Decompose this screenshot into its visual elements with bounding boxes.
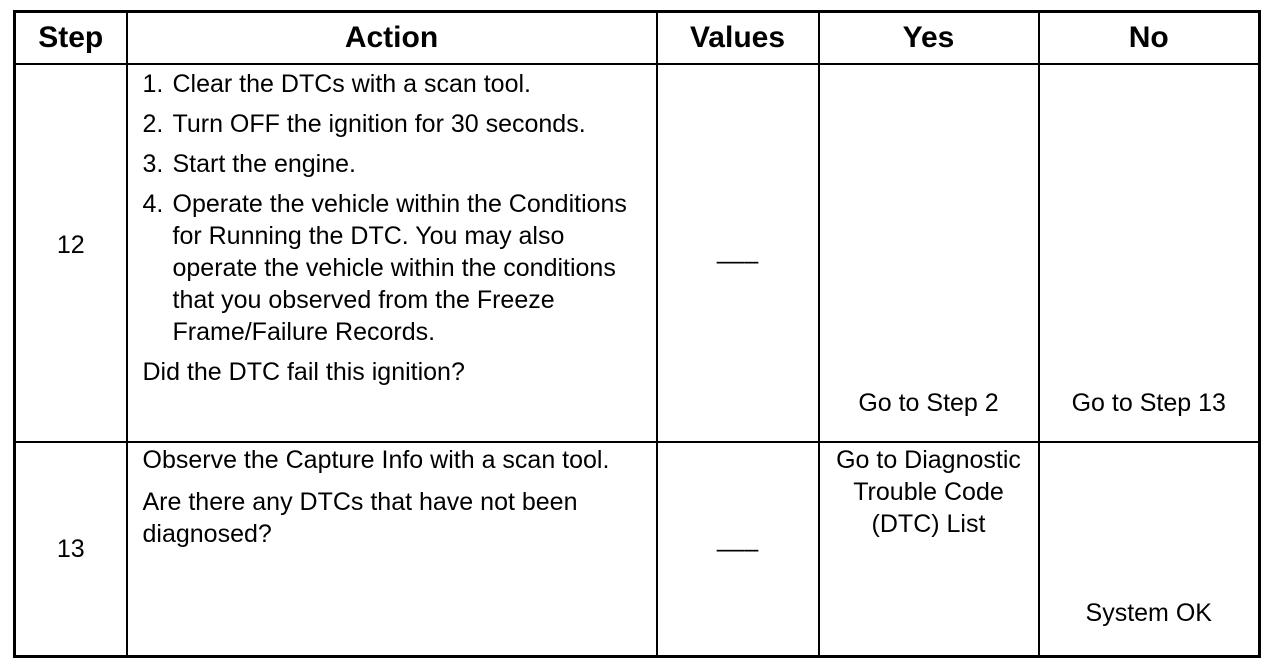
table-row-step-12 (15, 64, 1260, 442)
header-action: Action (127, 12, 657, 65)
action-instruction: Observe the Capture Info with a scan tool. (142, 446, 610, 474)
action-item-text: Clear the DTCs with a scan tool. (172, 70, 531, 98)
values-cell (657, 64, 819, 442)
action-cell (127, 64, 657, 442)
no-cell (1039, 64, 1260, 442)
action-question: Are there any DTCs that have not been diagnosed? (142, 488, 578, 548)
no-cell (1039, 442, 1260, 657)
action-item-number: 1. (142, 70, 164, 98)
header-yes: Yes (819, 12, 1039, 65)
yes-text: Go to Step 2 (858, 389, 999, 417)
step-number: 13 (56, 535, 85, 563)
action-item-text: Turn OFF the ignition for 30 seconds. (172, 110, 586, 138)
header-values: Values (657, 12, 819, 65)
header-row (15, 12, 1260, 65)
diagnostic-table-page (13, 10, 1258, 627)
step-cell (15, 64, 127, 442)
action-item-text: Operate the vehicle within the Conditions for Running the DTC. You may also operate the vehicle within the conditions that you observed from the Freeze Frame/Failure Records. (172, 190, 627, 346)
action-cell (127, 442, 657, 657)
diagnostic-steps-table (13, 10, 1261, 658)
step-cell (15, 442, 127, 657)
yes-cell (819, 442, 1039, 657)
values-cell (657, 442, 819, 657)
yes-cell (819, 64, 1039, 442)
values-text: ––– (716, 247, 759, 275)
action-item (143, 148, 650, 180)
header-step: Step (15, 12, 127, 65)
action-list (143, 68, 650, 348)
header-no: No (1039, 12, 1260, 65)
no-text: System OK (1085, 599, 1212, 627)
action-item-number: 2. (142, 110, 164, 138)
action-item (143, 188, 650, 348)
step-number: 12 (56, 231, 85, 259)
table-row-step-13 (15, 442, 1260, 657)
action-item-number: 4. (142, 190, 164, 218)
yes-text: Go to Diagnostic Trouble Code (DTC) List (836, 446, 1021, 538)
action-item-text: Start the engine. (172, 150, 356, 178)
action-question: Did the DTC fail this ignition? (142, 358, 465, 386)
action-item-number: 3. (142, 150, 164, 178)
action-item (143, 108, 650, 140)
action-item (143, 68, 650, 100)
values-text: ––– (716, 535, 759, 563)
no-text: Go to Step 13 (1071, 389, 1226, 417)
